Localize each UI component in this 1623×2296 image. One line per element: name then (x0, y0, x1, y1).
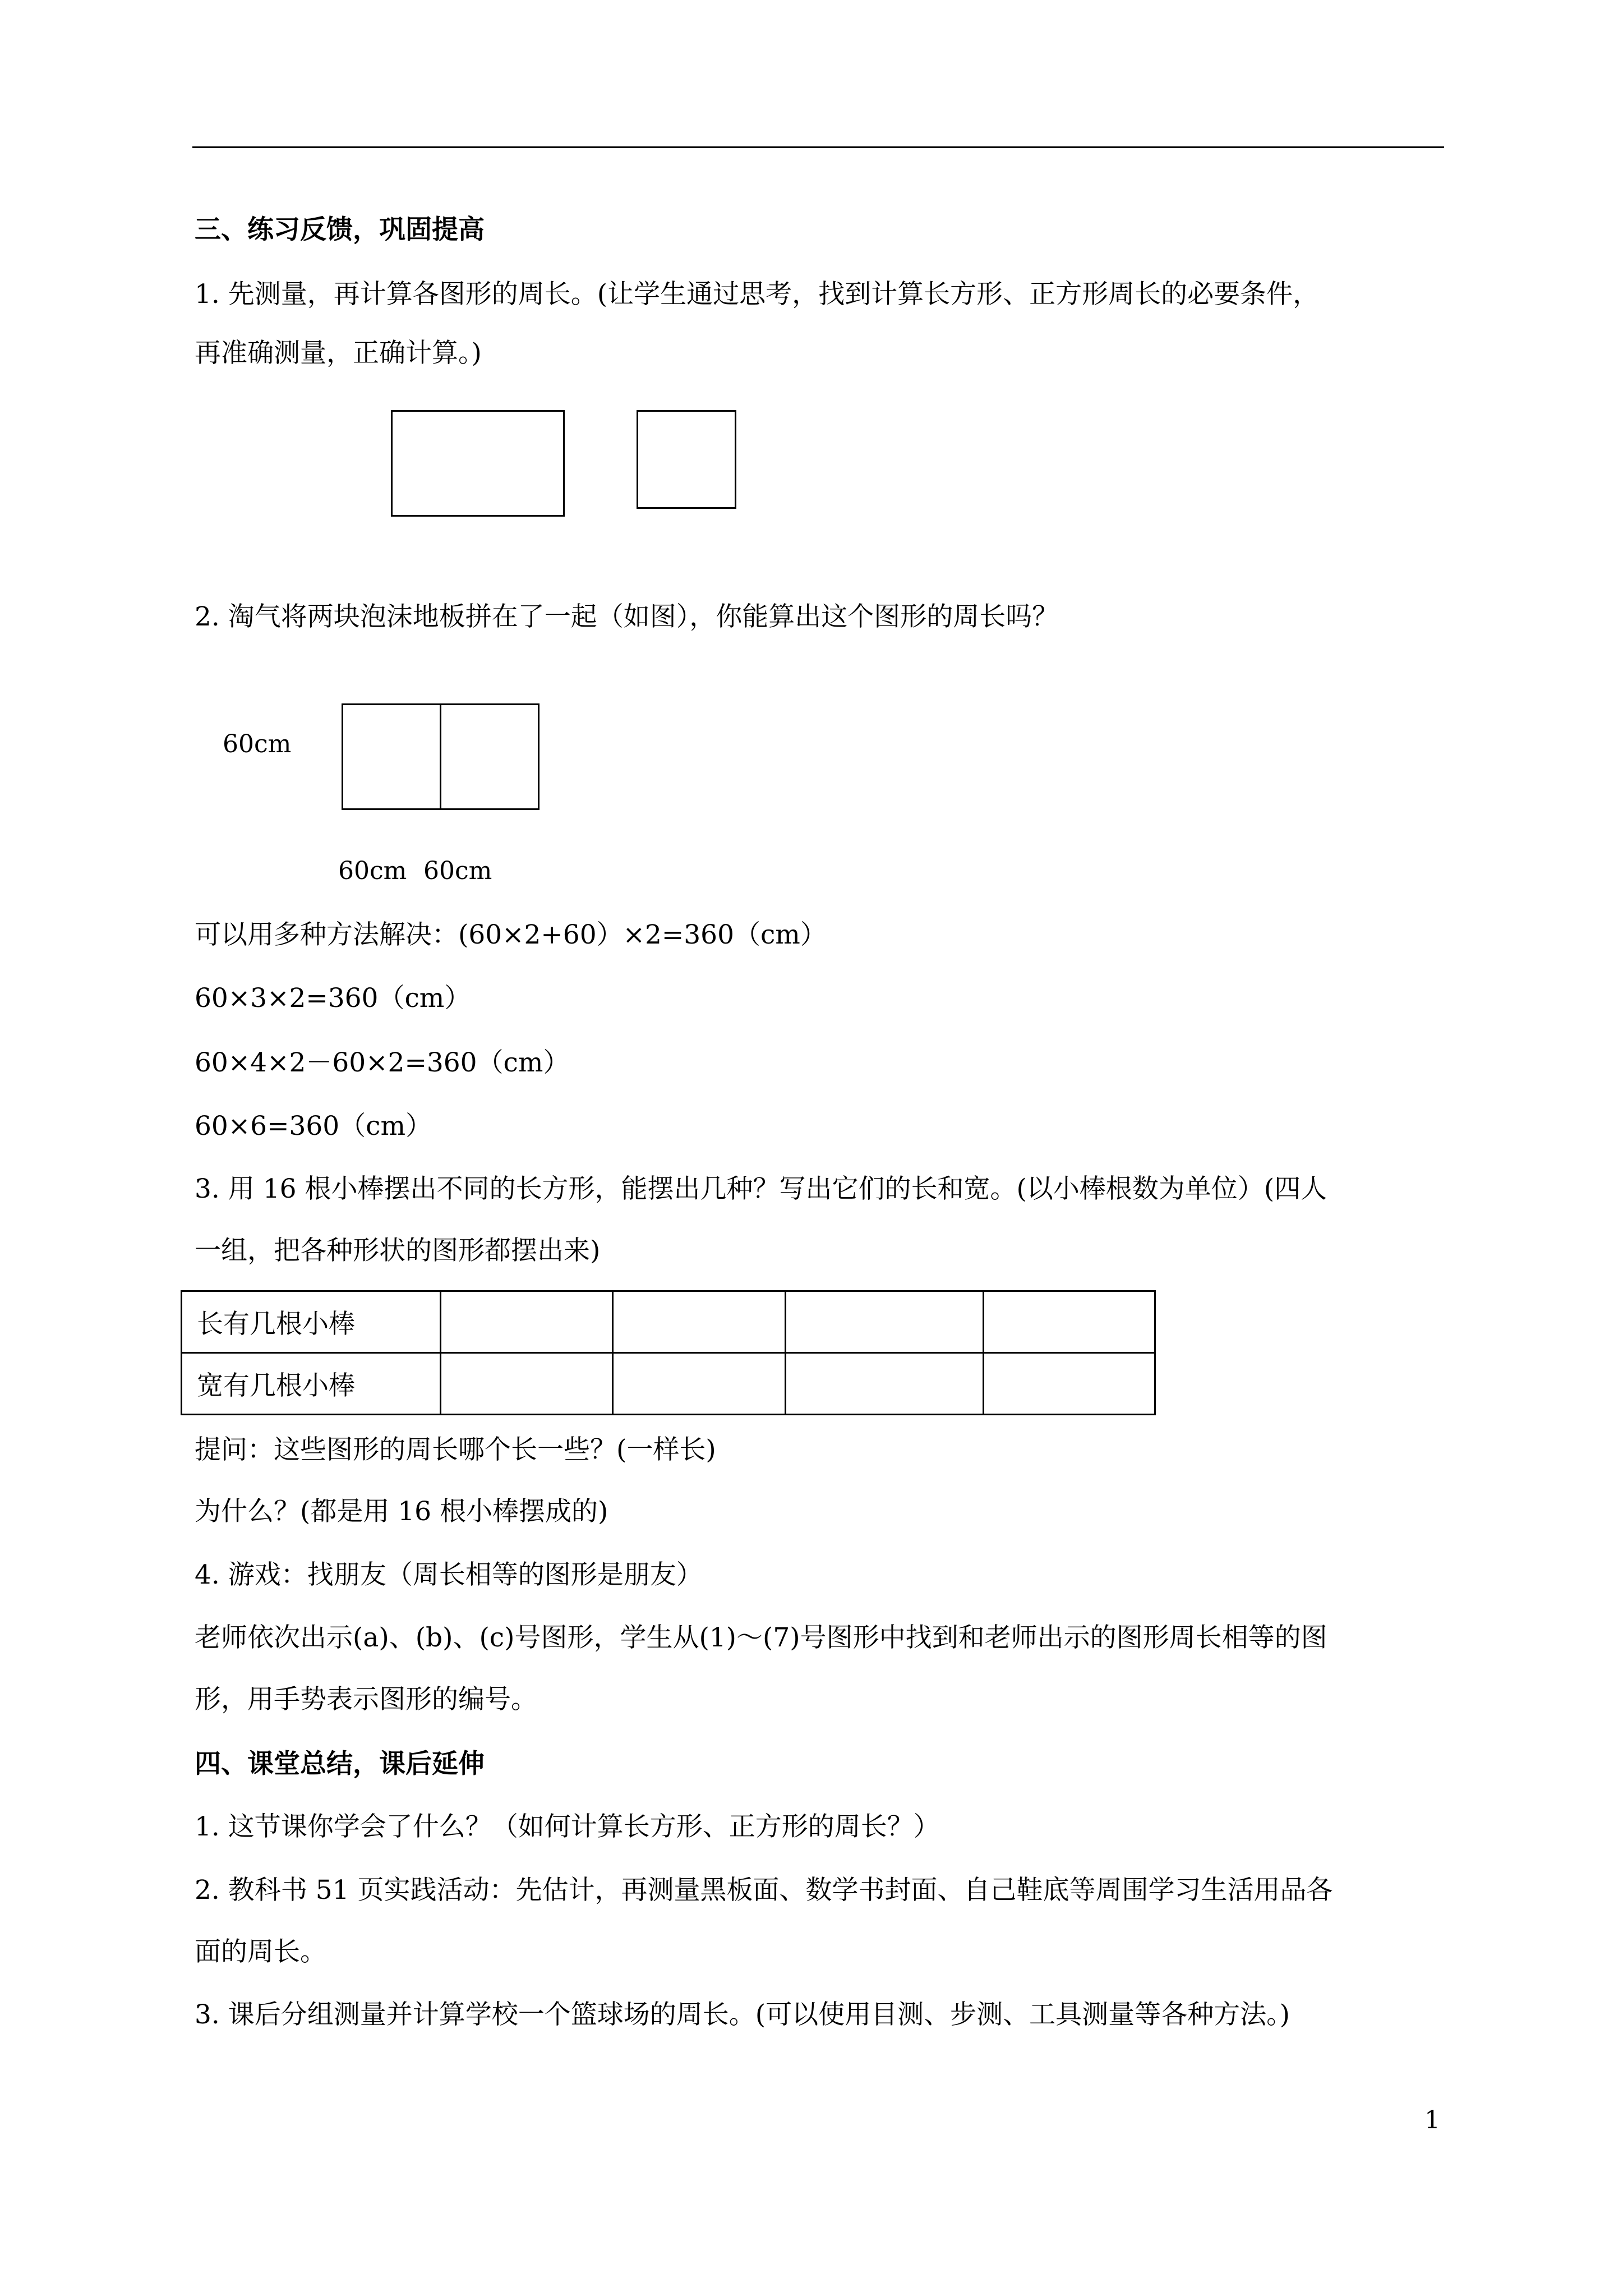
fig2-width-label-2: 60cm (423, 857, 492, 885)
fig2-width-label-1: 60cm (338, 857, 407, 885)
table-cell (984, 1353, 1155, 1415)
table-cell (786, 1353, 984, 1415)
q4-line-1: 老师依次出示(a)、(b)、(c)号图形，学生从(1)～(7)号图形中找到和老师出示的图形周长相等的图 (195, 1622, 1327, 1653)
section-3-heading: 三、练习反馈，巩固提高 (195, 214, 485, 245)
method-4: 60×6=360（cm） (195, 1111, 432, 1142)
q3-line-2: 一组，把各种形状的图形都摆出来) (195, 1235, 601, 1266)
table-cell (613, 1353, 786, 1415)
method-2: 60×3×2=360（cm） (195, 983, 471, 1014)
tile-divider (440, 703, 441, 810)
method-3: 60×4×2－60×2=360（cm） (195, 1047, 570, 1078)
page-number: 1 (1424, 2106, 1440, 2134)
q3-line-1: 3. 用 16 根小棒摆出不同的长方形，能摆出几种？写出它们的长和宽。(以小棒根数为单位）(四人 (195, 1174, 1327, 1204)
q4-text: 4. 游戏：找朋友（周长相等的图形是朋友） (195, 1559, 703, 1590)
table-cell (613, 1291, 786, 1353)
table-row (182, 1291, 1155, 1353)
table-cell (786, 1291, 984, 1353)
q1-line-1: 1. 先测量，再计算各图形的周长。(让学生通过思考，找到计算长方形、正方形周长的必要条件， (195, 279, 1320, 310)
row-label-width: 宽有几根小棒 (182, 1353, 441, 1415)
header-rule (192, 146, 1444, 148)
table-cell (441, 1291, 613, 1353)
summary-item-2-line-1: 2. 教科书 51 页实践活动：先估计，再测量黑板面、数学书封面、自己鞋底等周围学习生活用品各 (195, 1875, 1333, 1906)
ask-text: 提问：这些图形的周长哪个长一些？(一样长) (195, 1434, 716, 1465)
q2-text: 2. 淘气将两块泡沫地板拼在了一起（如图），你能算出这个图形的周长吗？ (195, 601, 1059, 632)
summary-item-2-line-2: 面的周长。 (195, 1936, 326, 1967)
q4-line-2: 形，用手势表示图形的编号。 (195, 1684, 537, 1715)
table-row (182, 1353, 1155, 1415)
q1-line-2: 再准确测量，正确计算。) (195, 338, 482, 369)
sticks-table (181, 1290, 1156, 1415)
why-text: 为什么？(都是用 16 根小棒摆成的) (195, 1496, 608, 1527)
summary-item-3: 3. 课后分组测量并计算学校一个篮球场的周长。(可以使用目测、步测、工具测量等各种方法。) (195, 1999, 1290, 2030)
rectangle-figure (391, 410, 565, 517)
fig2-height-label: 60cm (223, 730, 292, 758)
row-label-length: 长有几根小棒 (182, 1291, 441, 1353)
square-figure (637, 410, 736, 509)
summary-item-1: 1. 这节课你学会了什么？（如何计算长方形、正方形的周长？） (195, 1811, 940, 1842)
section-4-heading: 四、课堂总结，课后延伸 (195, 1749, 485, 1779)
table-cell (984, 1291, 1155, 1353)
method-1: 可以用多种方法解决：(60×2+60）×2=360（cm） (195, 919, 827, 950)
table-cell (441, 1353, 613, 1415)
